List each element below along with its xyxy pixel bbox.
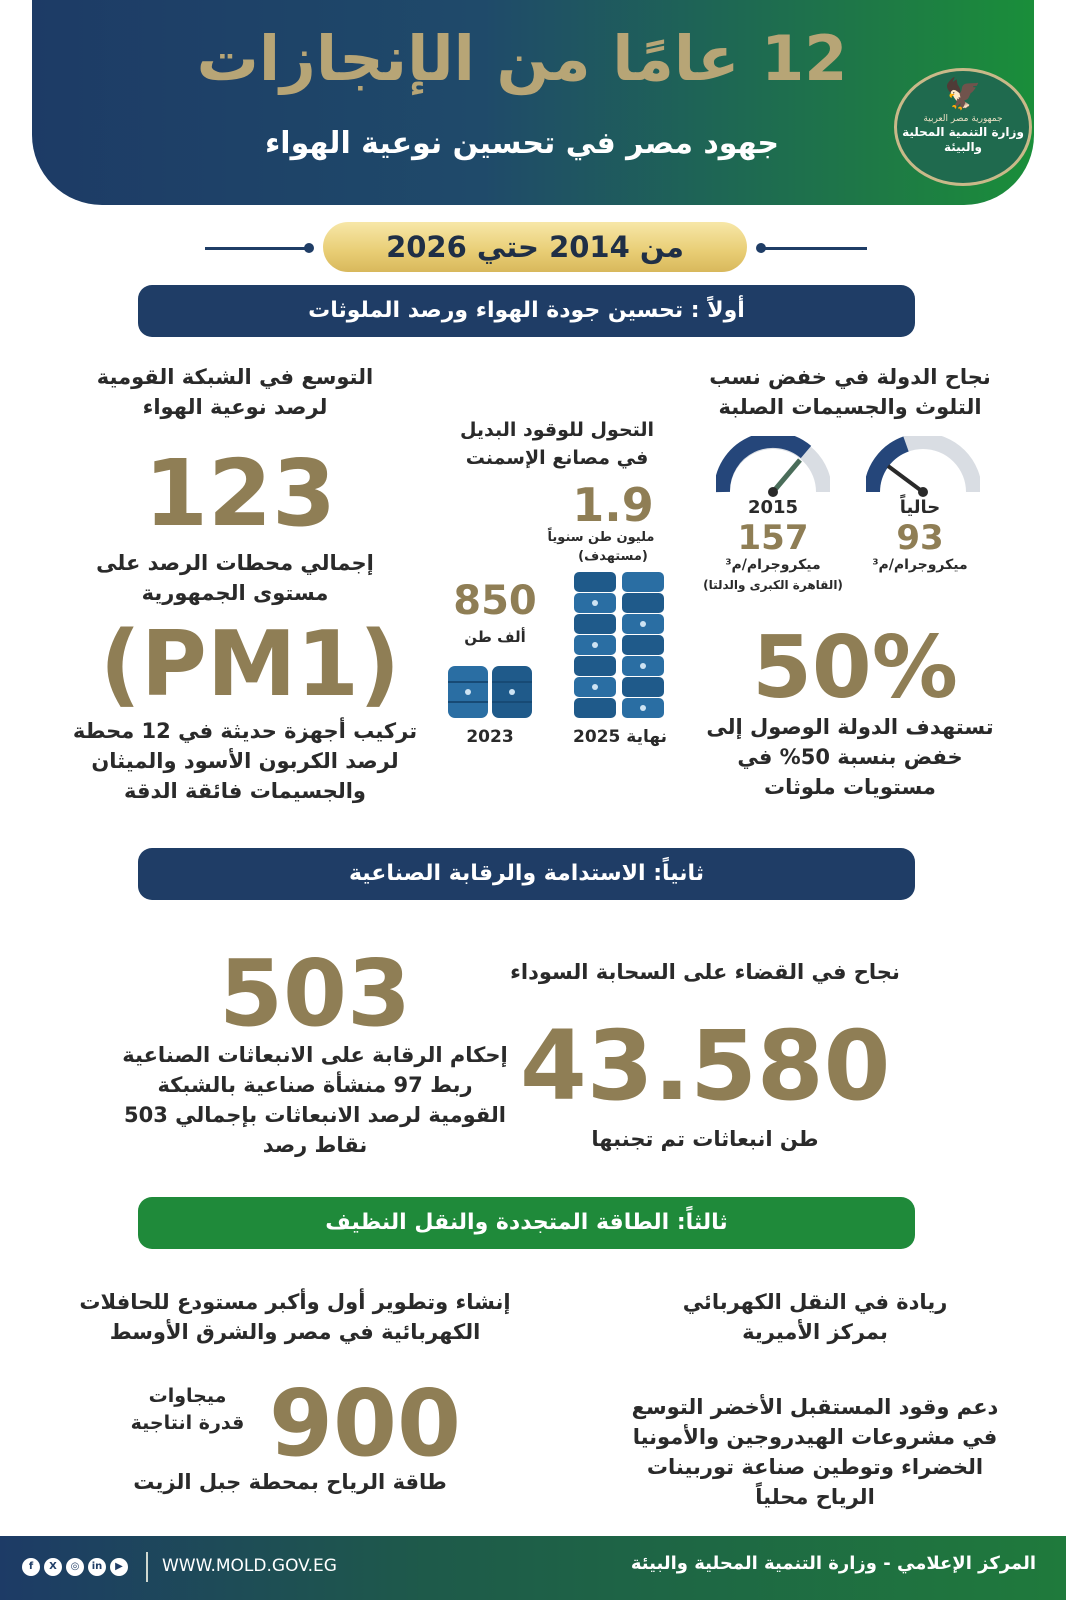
- footer: [0, 1536, 1066, 1600]
- gauge-current-value: 93: [896, 518, 944, 558]
- wind-value: 900: [268, 1370, 462, 1477]
- wind-text: طاقة الرياح بمحطة جبل الزيت: [133, 1470, 447, 1494]
- date-range-badge: من 2014 حتي 2026: [323, 222, 747, 272]
- page-title: 12 عامًا من الإنجازات: [196, 22, 848, 95]
- monitoring-value: 503: [218, 940, 412, 1047]
- gauge-2015-value: 157: [737, 518, 809, 558]
- date-dot-left: [304, 243, 314, 253]
- fuel-target-note: (مستهدف): [578, 549, 648, 564]
- gauge-2015-icon: [716, 436, 830, 498]
- gauge-2015-label: 2015: [747, 497, 799, 518]
- date-dot-right: [756, 243, 766, 253]
- footer-website-link[interactable]: WWW.MOLD.GOV.EG: [162, 1556, 337, 1576]
- wind-unit: ميجاوات: [148, 1385, 227, 1407]
- gauge-2015-note: (القاهرة الكبرى والدلتا): [703, 578, 843, 592]
- footer-media-center: المركز الإعلامي - وزارة التنمية المحلية والبيئة: [630, 1553, 1036, 1574]
- youtube-icon[interactable]: ▶: [110, 1558, 128, 1576]
- fuel-heading: التحول للوقود البديل في مصانع الإسمنت: [459, 419, 655, 469]
- facebook-icon[interactable]: f: [22, 1558, 40, 1576]
- fuel-target-value: 1.9: [572, 478, 654, 532]
- pm1-text: تركيب أجهزة حديثة في 12 محطة لرصد الكربون الأسود والميثان والجسيمات فائقة الدقة: [72, 719, 418, 803]
- monitoring-text: إحكام الرقابة على الانبعاثات الصناعية ربط 97 منشأة صناعية بالشبكة القومية لرصد الانبعاثات بإجمالي 503 نقاط رصد: [122, 1043, 508, 1157]
- pm1-value: (PM1): [99, 612, 401, 717]
- x-icon[interactable]: X: [44, 1558, 62, 1576]
- page-subtitle: جهود مصر في تحسين نوعية الهواء: [264, 126, 780, 161]
- barrels-2025-icon: [572, 570, 666, 720]
- instagram-icon[interactable]: ◎: [66, 1558, 84, 1576]
- fuel-actual-year: 2023: [466, 727, 514, 747]
- black-cloud-value: 43.580: [520, 1010, 891, 1122]
- hydrogen-text: دعم وقود المستقبل الأخضر التوسع في مشروعات الهيدروجين والأمونيا الخضراء وتوطين صناعة توربينات الرياح محلياً: [631, 1395, 999, 1509]
- stations-text: إجمالي محطات الرصد على مستوى الجمهورية: [96, 551, 374, 605]
- eagle-emblem-icon: 🦅: [944, 77, 982, 112]
- logo-ministry-name: وزارة التنمية المحلية والبيئة: [902, 125, 1024, 154]
- black-cloud-heading: نجاح في القضاء على السحابة السوداء: [510, 960, 900, 984]
- pollution-heading: نجاح الدولة في خفض نسب التلوث والجسيمات الصلبة: [709, 365, 991, 419]
- gauge-current-unit: ميكروجرام/م³: [872, 557, 968, 573]
- fuel-actual-unit: ألف طن: [464, 628, 526, 646]
- fuel-actual-value: 850: [453, 578, 537, 624]
- section-2-title: ثانياً: الاستدامة والرقابة الصناعية: [138, 848, 915, 900]
- fuel-target-year: نهاية 2025: [573, 727, 667, 747]
- pollution-target-value: 50%: [752, 618, 958, 718]
- logo-country-text: جمهورية مصر العربية: [923, 114, 1003, 124]
- pollution-target-text: تستهدف الدولة الوصول إلى خفض بنسبة 50% في مستويات ملوثات: [706, 715, 994, 799]
- header-banner: [32, 0, 1034, 205]
- gauge-current-icon: [866, 436, 980, 498]
- stations-value: 123: [143, 440, 337, 547]
- date-divider-right: [757, 247, 867, 250]
- section-1-title: أولاً : تحسين جودة الهواء ورصد الملوثات: [138, 285, 915, 337]
- barrels-2023-icon: [446, 664, 534, 720]
- date-divider-left: [205, 247, 310, 250]
- gauge-2015-unit: ميكروجرام/م³: [725, 557, 821, 573]
- gauge-current-label: حالياً: [899, 497, 941, 518]
- ministry-logo: [894, 68, 1032, 186]
- network-heading: التوسع في الشبكة القومية لرصد نوعية الهواء: [96, 365, 374, 419]
- bus-depot-heading: إنشاء وتطوير أول وأكبر مستودع للحافلات الكهربائية في مصر والشرق الأوسط: [79, 1290, 511, 1344]
- black-cloud-text: طن انبعاثات تم تجنبها: [591, 1127, 819, 1151]
- footer-divider: [146, 1552, 148, 1582]
- electric-transport-heading: ريادة في النقل الكهربائي بمركز الأميرية: [682, 1290, 948, 1344]
- linkedin-icon[interactable]: in: [88, 1558, 106, 1576]
- fuel-target-unit: مليون طن سنوياً: [547, 530, 655, 545]
- section-3-title: ثالثاً: الطاقة المتجددة والنقل النظيف: [138, 1197, 915, 1249]
- wind-unit-2: قدرة انتاجية: [130, 1412, 245, 1434]
